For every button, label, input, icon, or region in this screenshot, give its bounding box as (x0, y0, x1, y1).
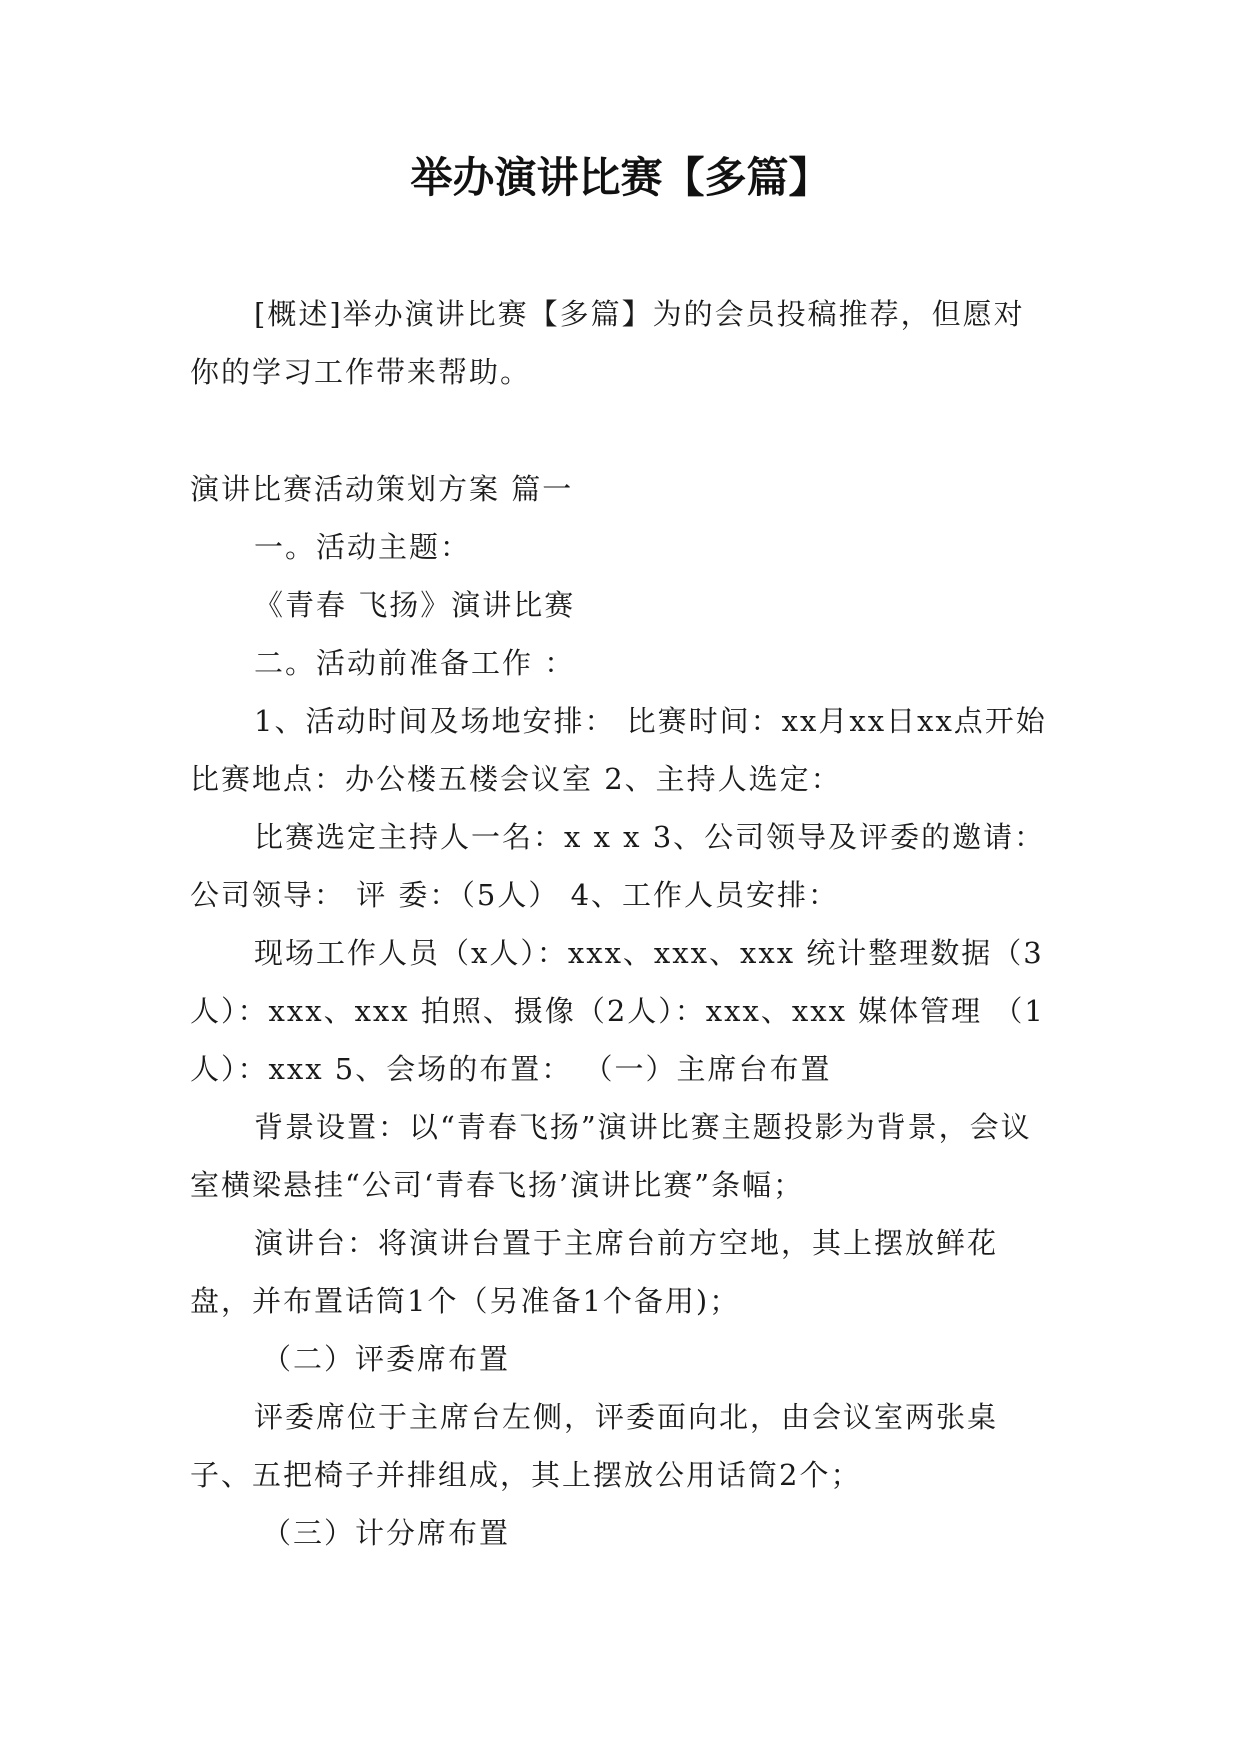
paragraph-staff: 现场工作人员（x人）：xxx、xxx、xxx 统计整理数据（3人）：xxx、xxx 拍照、摄像（2人）：xxx、xxx 媒体管理 （1人）：xxx 5、会场的布置： （一）主席台布置 (190, 936, 1045, 1086)
intro-paragraph: [概述]举办演讲比赛【多篇】为的会员投稿推荐，但愿对你的学习工作带来帮助。 (190, 297, 1025, 389)
paragraph-host-judges: 比赛选定主持人一名：x x x 3、公司领导及评委的邀请： 公司领导： 评 委：（5人） 4、工作人员安排： (190, 820, 1046, 912)
paragraph-background: 背景设置：以“青春飞扬”演讲比赛主题投影为背景，会议室横梁悬挂“公司‘青春飞扬’演讲比赛”条幅； (190, 1110, 1032, 1202)
paragraph-scoring-seat-heading: （三）计分席布置 (262, 1516, 511, 1550)
paragraph-theme-heading: 一。活动主题： (254, 530, 472, 564)
paragraph-theme: 《青春 飞扬》演讲比赛 (254, 588, 576, 622)
section-heading: 演讲比赛活动策划方案 篇一 (190, 472, 574, 506)
paragraph-judges-seat: 评委席位于主席台左侧，评委面向北，由会议室两张桌子、五把椅子并排组成，其上摆放公用话筒2个； (190, 1400, 999, 1492)
paragraph-podium: 演讲台：将演讲台置于主席台前方空地，其上摆放鲜花盘，并布置话筒1个（另准备1个备用)； (190, 1226, 999, 1318)
paragraph-time-venue: 1、活动时间及场地安排： 比赛时间：xx月xx日xx点开始 比赛地点：办公楼五楼会议室 2、主持人选定： (190, 704, 1047, 796)
document-title: 举办演讲比赛【多篇】 (410, 153, 831, 202)
intro-block (190, 285, 1050, 401)
paragraph-prep-heading: 二。活动前准备工作 ： (254, 646, 576, 680)
paragraph-judges-seat-heading: （二）评委席布置 (262, 1342, 511, 1376)
content-block (190, 460, 1050, 1562)
